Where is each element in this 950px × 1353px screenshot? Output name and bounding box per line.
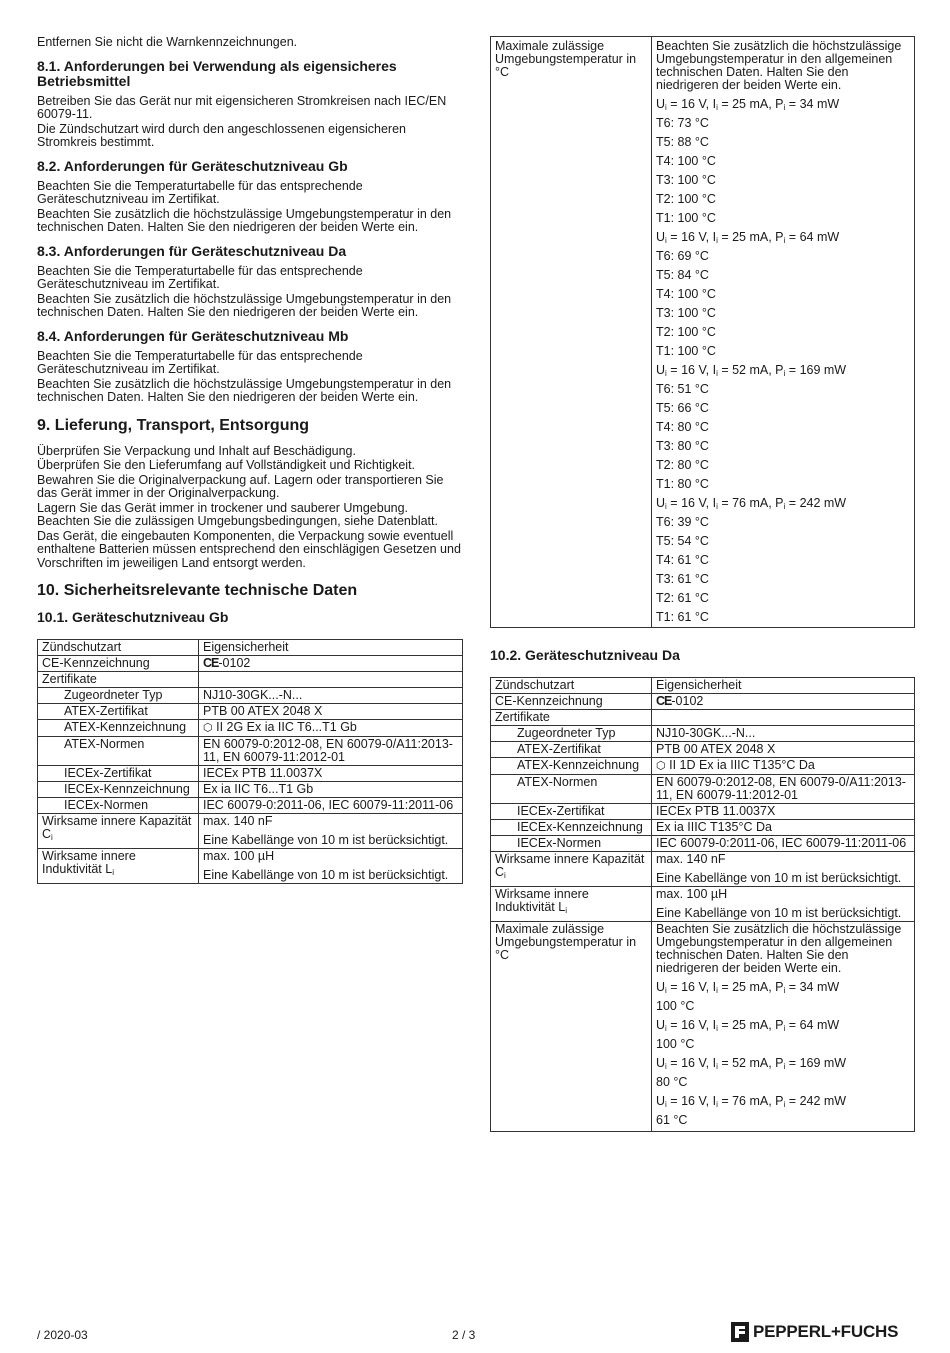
da-atexk-label: ATEX-Kennzeichnung xyxy=(491,758,652,775)
gb-uip-line: $U_i = 16$ V, $I_i = 76$ mA, $P_i = 242$ mW xyxy=(656,496,847,511)
gb-atexk-value: ⬡ II 2G Ex ia IIC T6...T1 Gb xyxy=(199,720,463,737)
da-ieck-value: Ex ia IIIC T135°C Da xyxy=(652,820,915,836)
section-9-p3: Bewahren Sie die Originalverpackung auf. Lagern oder transportieren Sie das Gerät immer in der Originalverpackung. xyxy=(37,472,444,500)
da-ind-value: max. 100 µH Eine Kabellänge von 10 m ist berücksichtigt. xyxy=(652,887,915,922)
gb-temp-values xyxy=(652,37,915,628)
gb-temp-class: T4: 61 °C xyxy=(656,553,709,567)
section-8-1-p1: Betreiben Sie das Gerät nur mit eigensicheren Stromkreisen nach IEC/EN 60079-11. xyxy=(37,93,447,121)
gb-temp-class: T6: 73 °C xyxy=(656,116,709,130)
da-zs-label: Zündschutzart xyxy=(491,678,652,694)
gb-temp-label: Maximale zulässige Umgebungstemperatur in °C xyxy=(491,37,652,628)
gb-uip-line: $U_i = 16$ V, $I_i = 52$ mA, $P_i = 169$ mW xyxy=(656,363,847,378)
gb-temp-class: T3: 100 °C xyxy=(656,306,716,320)
gb-temp-class: T2: 80 °C xyxy=(656,458,709,472)
gb-temp-class: T2: 61 °C xyxy=(656,591,709,605)
da-zs-value: Eigensicherheit xyxy=(652,678,915,694)
da-temp-value: 80 °C xyxy=(656,1075,688,1089)
gb-temp-class: T3: 80 °C xyxy=(656,439,709,453)
da-typ-value: NJ10-30GK...-N... xyxy=(652,726,915,742)
gb-temp-groups xyxy=(656,98,911,624)
gb-ieck-value: Ex ia IIC T6...T1 Gb xyxy=(199,782,463,798)
da-atexn-label: ATEX-Normen xyxy=(491,775,652,804)
gb-temp-class: T1: 100 °C xyxy=(656,211,716,225)
ce-mark-icon: CE xyxy=(203,656,219,670)
section-8-1-p2: Die Zündschutzart wird durch den angeschlossenen eigensicheren Stromkreis bestimmt. xyxy=(37,121,406,149)
gb-atexz-value: PTB 00 ATEX 2048 X xyxy=(199,704,463,720)
gb-ce-label: CE-Kennzeichnung xyxy=(38,656,199,672)
da-temp-value: 61 °C xyxy=(656,1113,688,1127)
gb-temp-class: T5: 66 °C xyxy=(656,401,709,415)
gb-atexz-label: ATEX-Zertifikat xyxy=(38,704,199,720)
da-zert-label: Zertifikate xyxy=(491,710,652,726)
section-8-4-p2: Beachten Sie zusätzlich die höchstzulässige Umgebungstemperatur in den technischen Daten. Halten Sie den niedrigeren der beiden Werte ein. xyxy=(37,376,452,404)
gb-atexk-label: ATEX-Kennzeichnung xyxy=(38,720,199,737)
pepperl-fuchs-logo xyxy=(731,1322,898,1342)
gb-temp-class: T6: 51 °C xyxy=(656,382,709,396)
gb-iecn-value: IEC 60079-0:2011-06, IEC 60079-11:2011-06 xyxy=(199,798,463,814)
gb-temp-class: T1: 61 °C xyxy=(656,610,709,624)
da-temp-value: 100 °C xyxy=(656,999,695,1013)
gb-temp-class: T5: 88 °C xyxy=(656,135,709,149)
da-temp-value: 100 °C xyxy=(656,1037,695,1051)
section-10-1-title: 10.1. Geräteschutzniveau Gb xyxy=(37,609,229,625)
ex-hexagon-icon: ⬡ xyxy=(203,722,213,734)
gb-temp-class: T4: 80 °C xyxy=(656,420,709,434)
da-temp-values xyxy=(652,922,915,1132)
gb-uip-line: $U_i = 16$ V, $I_i = 25$ mA, $P_i = 34$ mW xyxy=(656,97,840,112)
gb-ieck-label: IECEx-Kennzeichnung xyxy=(38,782,199,798)
gb-ind-value: max. 100 µH Eine Kabellänge von 10 m ist berücksichtigt. xyxy=(199,849,463,884)
da-iecn-label: IECEx-Normen xyxy=(491,836,652,852)
gb-temp-class: T5: 54 °C xyxy=(656,534,709,548)
footer-page-number: 2 / 3 xyxy=(452,1328,476,1342)
gb-typ-value: NJ10-30GK...-N... xyxy=(199,688,463,704)
ex-hexagon-icon: ⬡ xyxy=(656,760,666,772)
gb-temp-class: T4: 100 °C xyxy=(656,287,716,301)
left-column xyxy=(37,36,463,884)
gb-iecz-value: IECEx PTB 11.0037X xyxy=(199,766,463,782)
da-temp-note: Beachten Sie zusätzlich die höchstzulässige Umgebungstemperatur in den allgemeinen technischen Daten. Halten Sie den niedrigeren der beiden Werte ein. xyxy=(656,922,902,975)
da-ce-label: CE-Kennzeichnung xyxy=(491,694,652,710)
gb-kap-value: max. 140 nF Eine Kabellänge von 10 m ist berücksichtigt. xyxy=(199,814,463,849)
da-ce-value: CE-0102 xyxy=(652,694,915,710)
da-atexn-value: EN 60079-0:2012-08, EN 60079-0/A11:2013-11, EN 60079-11:2012-01 xyxy=(652,775,915,804)
gb-temp-class: T4: 100 °C xyxy=(656,154,716,168)
da-atexz-value: PTB 00 ATEX 2048 X xyxy=(652,742,915,758)
da-kap-label: Wirksame innere Kapazität $C_i$ xyxy=(491,852,652,887)
da-temp-label: Maximale zulässige Umgebungstemperatur in °C xyxy=(491,922,652,1132)
da-temp-groups xyxy=(656,981,911,1127)
da-iecz-value: IECEx PTB 11.0037X xyxy=(652,804,915,820)
gb-temperature-table xyxy=(490,36,915,628)
gb-uip-line: $U_i = 16$ V, $I_i = 25$ mA, $P_i = 64$ mW xyxy=(656,230,840,245)
da-atexz-label: ATEX-Zertifikat xyxy=(491,742,652,758)
gb-data-table xyxy=(37,639,463,884)
gb-ce-value: CE-0102 xyxy=(199,656,463,672)
intro-text: Entfernen Sie nicht die Warnkennzeichnungen. xyxy=(37,35,298,49)
footer-date: / 2020-03 xyxy=(37,1328,88,1342)
section-8-2-title: 8.2. Anforderungen für Geräteschutzniveau Gb xyxy=(37,157,348,174)
gb-ind-label: Wirksame innere Induktivität $L_i$ xyxy=(38,849,199,884)
da-atexk-value: ⬡ II 1D Ex ia IIIC T135°C Da xyxy=(652,758,915,775)
section-8-1-title: 8.1. Anforderungen bei Verwendung als eigensicheres Betriebsmittel xyxy=(37,57,397,89)
section-8-3-p1: Beachten Sie die Temperaturtabelle für das entsprechende Geräteschutzniveau im Zertifikat. xyxy=(37,263,363,291)
gb-iecn-label: IECEx-Normen xyxy=(38,798,199,814)
right-column xyxy=(490,36,915,1132)
gb-atexn-value: EN 60079-0:2012-08, EN 60079-0/A11:2013-11, EN 60079-11:2012-01 xyxy=(199,737,463,766)
logo-mark-icon xyxy=(731,1322,749,1342)
gb-iecz-label: IECEx-Zertifikat xyxy=(38,766,199,782)
section-8-4-p1: Beachten Sie die Temperaturtabelle für das entsprechende Geräteschutzniveau im Zertifikat. xyxy=(37,348,363,376)
section-9-p5: Das Gerät, die eingebauten Komponenten, die Verpackung sowie eventuell enthaltene Batterien müssen entsprechend den einschlägigen Gesetzen und Vorschriften im jeweiligen Land entsorgt werden. xyxy=(37,528,461,570)
gb-temp-class: T1: 80 °C xyxy=(656,477,709,491)
gb-temp-class: T5: 84 °C xyxy=(656,268,709,282)
da-iecn-value: IEC 60079-0:2011-06, IEC 60079-11:2011-06 xyxy=(652,836,915,852)
section-8-3-p2: Beachten Sie zusätzlich die höchstzulässige Umgebungstemperatur in den technischen Daten. Halten Sie den niedrigeren der beiden Werte ein. xyxy=(37,291,452,319)
da-uip-line: $U_i = 16$ V, $I_i = 76$ mA, $P_i = 242$ mW xyxy=(656,1094,847,1109)
gb-atexn-label: ATEX-Normen xyxy=(38,737,199,766)
da-data-table xyxy=(490,677,915,1132)
section-9-p4: Lagern Sie das Gerät immer in trockener und sauberer Umgebung. Beachten Sie die zulässigen Umgebungsbedingungen, siehe Datenblatt. xyxy=(37,500,438,528)
section-10-2-title: 10.2. Geräteschutzniveau Da xyxy=(490,647,680,663)
da-uip-line: $U_i = 16$ V, $I_i = 25$ mA, $P_i = 64$ mW xyxy=(656,1018,840,1033)
gb-zs-value: Eigensicherheit xyxy=(199,640,463,656)
gb-temp-class: T3: 61 °C xyxy=(656,572,709,586)
da-kap-value: max. 140 nF Eine Kabellänge von 10 m ist berücksichtigt. xyxy=(652,852,915,887)
gb-temp-class: T2: 100 °C xyxy=(656,325,716,339)
section-9-title: 9. Lieferung, Transport, Entsorgung xyxy=(37,416,310,434)
da-iecz-label: IECEx-Zertifikat xyxy=(491,804,652,820)
gb-temp-class: T2: 100 °C xyxy=(656,192,716,206)
gb-zs-label: Zündschutzart xyxy=(38,640,199,656)
section-8-4-title: 8.4. Anforderungen für Geräteschutzniveau Mb xyxy=(37,327,349,344)
section-9-p2: Überprüfen Sie den Lieferumfang auf Vollständigkeit und Richtigkeit. xyxy=(37,458,416,472)
gb-zert-label: Zertifikate xyxy=(38,672,199,688)
ce-mark-icon: CE xyxy=(656,694,672,708)
gb-temp-note: Beachten Sie zusätzlich die höchstzulässige Umgebungstemperatur in den allgemeinen technischen Daten. Halten Sie den niedrigeren der beiden Werte ein. xyxy=(656,39,902,92)
da-ind-label: Wirksame innere Induktivität $L_i$ xyxy=(491,887,652,922)
section-9-p1: Überprüfen Sie Verpackung und Inhalt auf Beschädigung. xyxy=(37,443,356,458)
gb-temp-class: T1: 100 °C xyxy=(656,344,716,358)
gb-kap-label: Wirksame innere Kapazität $C_i$ xyxy=(38,814,199,849)
logo-text: PEPPERL+FUCHS xyxy=(753,1322,899,1342)
gb-temp-class: T3: 100 °C xyxy=(656,173,716,187)
da-ieck-label: IECEx-Kennzeichnung xyxy=(491,820,652,836)
da-typ-label: Zugeordneter Typ xyxy=(491,726,652,742)
gb-temp-class: T6: 39 °C xyxy=(656,515,709,529)
section-8-3-title: 8.3. Anforderungen für Geräteschutzniveau Da xyxy=(37,242,347,259)
gb-typ-label: Zugeordneter Typ xyxy=(38,688,199,704)
section-8-2-p2: Beachten Sie zusätzlich die höchstzulässige Umgebungstemperatur in den technischen Daten. Halten Sie den niedrigeren der beiden Werte ein. xyxy=(37,206,452,234)
da-uip-line: $U_i = 16$ V, $I_i = 52$ mA, $P_i = 169$ mW xyxy=(656,1056,847,1071)
da-uip-line: $U_i = 16$ V, $I_i = 25$ mA, $P_i = 34$ mW xyxy=(656,980,840,995)
section-10-title: 10. Sicherheitsrelevante technische Daten xyxy=(37,582,358,599)
gb-temp-class: T6: 69 °C xyxy=(656,249,709,263)
section-8-2-p1: Beachten Sie die Temperaturtabelle für das entsprechende Geräteschutzniveau im Zertifikat. xyxy=(37,178,363,206)
